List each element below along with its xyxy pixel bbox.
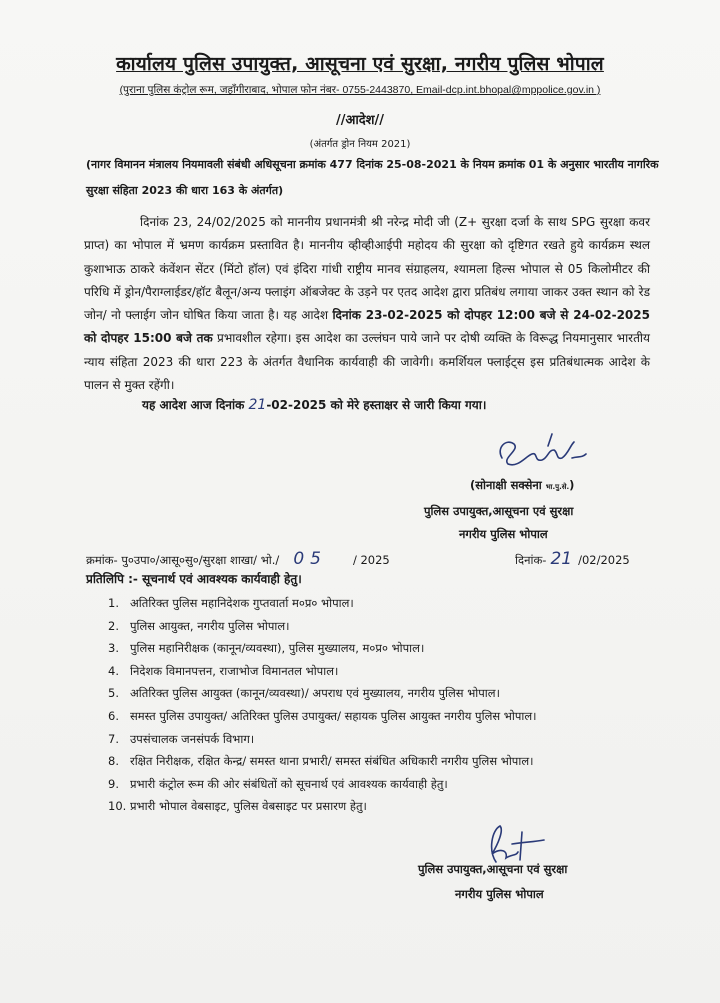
list-item-text: रक्षित निरीक्षक, रक्षित केन्द्र/ समस्त थाना प्रभारी/ समस्त संबंधित अधिकारी नगरीय पुलिस भोपाल। <box>130 754 534 769</box>
list-item-text: पुलिस आयुक्त, नगरीय पुलिस भोपाल। <box>130 618 290 633</box>
order-body-bold-dates: दिनांक 23-02-2025 को दोपहर 12:00 बजे से 24-02-2025 को दोपहर 15:00 बजे तक <box>84 308 650 346</box>
office-title: कार्यालय पुलिस उपायुक्त, आसूचना एवं सुरक्षा, नगरीय पुलिस भोपाल <box>116 53 604 75</box>
dispatch-number <box>86 549 390 569</box>
office-address: (पुराना पुलिस कंट्रोल रूम, जहाँगीराबाद, भोपाल फोन नंबर- 0755-2443870, Email-dcp.int.bhopal@mppolice.gov.in ) <box>119 84 601 96</box>
list-item-number: 2. <box>108 618 119 633</box>
list-item <box>108 750 537 773</box>
order-body <box>84 211 650 397</box>
copy-list <box>108 592 537 818</box>
signature-1 <box>488 428 588 478</box>
list-item <box>108 773 537 796</box>
list-item <box>108 615 537 638</box>
dispatch-date-label: दिनांक- <box>515 553 547 567</box>
list-item-text: प्रभारी भोपाल वेबसाइट, पुलिस वेबसाइट पर प्रसारण हेतु। <box>130 799 367 814</box>
order-body-part-2: प्रभावशील रहेगा। इस आदेश का उल्लंघन पाये जाने पर दोषी व्यक्ति के विरूद्ध नियमानुसार भारतीय न्याय संहिता 2023 की धारा 223 के अंतर्गत वैधानिक कार्यवाही की जावेगी। कमर्शियल फ्लाईट्स इस प्रतिबंधात्मक आदेश के पालन से मुक्त रहेंगी। <box>84 331 650 393</box>
list-item <box>108 682 537 705</box>
issued-suffix: -02-2025 को मेरे हस्ताक्षर से जारी किया गया। <box>266 398 487 412</box>
signer-name-close: ) <box>569 478 575 492</box>
list-item-number: 9. <box>108 776 119 791</box>
order-body-part-1: दिनांक 23, 24/02/2025 को माननीय प्रधानमंत्री श्री नरेन्द्र मोदी जी (Z+ सुरक्षा दर्जा के साथ SPG सुरक्षा कवर प्राप्त) का भोपाल में भ्रमण कार्यक्रम प्रस्तावित है। माननीय व्हीव्हीआईपी महोदय की सुरक्षा को दृष्टिगत रखते हुये कार्यक्रम स्थल कुशाभाऊ ठाकरे कंवेंशन सेंटर (मिंटो हॉल) एवं इंदिरा गांधी राष्ट्रीय मानव संग्राहलय, श्यामला हिल्स भोपाल से 05 किलोमीटर की परिधि में ड्रोन/पैराग्लाईडर/हॉट बैलून/अन्य फ्लाइंग ऑबजेक्ट के उड़ने पर एतद आदेश द्वारा प्रतिबंध लगाया जाकर उक्त स्थान को रेड जोन/ नो फ्लाईग जोन घोषित किया जाता है। यह आदेश <box>84 215 650 323</box>
list-item-text: अतिरिक्त पुलिस महानिदेशक गुप्तवार्ता म०प्र० भोपाल। <box>130 596 354 610</box>
list-item-text: उपसंचालक जनसंपर्क विभाग। <box>130 731 255 746</box>
list-item <box>108 728 537 751</box>
issued-prefix: यह आदेश आज दिनांक <box>142 398 245 412</box>
signer-unit: नगरीय पुलिस भोपाल <box>459 527 548 541</box>
copy-heading: प्रतिलिपि :- सूचनार्थ एवं आवश्यक कार्यवाही हेतु। <box>86 572 302 586</box>
list-item-number: 5. <box>108 686 119 701</box>
signer-name-text: (सोनाक्षी सक्सेना <box>470 478 542 492</box>
dispatch-date-rest: /02/2025 <box>578 553 630 567</box>
list-item <box>108 705 537 728</box>
list-item-text: पुलिस महानिरीक्षक (कानून/व्यवस्था), पुलिस मुख्यालय, म०प्र० भोपाल। <box>130 641 425 656</box>
order-reference: (नागर विमानन मंत्रालय नियमावली संबंधी अधिसूचना क्रमांक 477 दिनांक 25-08-2021 के नियम क्रमांक 01 के अनुसार भारतीय नागरिक सुरक्षा संहिता 2023 की धारा 163 के अंतर्गत) <box>86 158 659 197</box>
list-item <box>108 637 537 660</box>
signer-name <box>470 478 574 493</box>
order-rule-note: (अंतर्गत ड्रोन नियम 2021) <box>309 139 411 150</box>
signer2-designation: पुलिस उपायुक्त,आसूचना एवं सुरक्षा <box>418 862 568 876</box>
dispatch-number-label: क्रमांक- पु०उपा०/आसू०सु०/सुरक्षा शाखा/ भो./ <box>86 553 280 567</box>
list-item-number: 8. <box>108 754 119 769</box>
list-item-text: निदेशक विमानपत्तन, राजाभोज विमानतल भोपाल। <box>130 663 339 678</box>
list-item-text: प्रभारी कंट्रोल रूम की ओर संबंधितों को सूचनार्थ एवं आवश्यक कार्यवाही हेतु। <box>130 776 448 791</box>
dispatch-year: / 2025 <box>352 553 390 567</box>
list-item-number: 3. <box>108 641 119 656</box>
list-item-number: 7. <box>108 731 119 746</box>
dispatch-date <box>515 549 630 569</box>
issued-day-handwritten: 21 <box>248 397 267 413</box>
order-title: //आदेश// <box>335 113 385 128</box>
list-item-text: अतिरिक्त पुलिस आयुक्त (कानून/व्यवस्था)/ अपराध एवं मुख्यालय, नगरीय पुलिस भोपाल। <box>130 686 500 701</box>
list-item-number: 4. <box>108 663 119 678</box>
signer-designation: पुलिस उपायुक्त,आसूचना एवं सुरक्षा <box>424 504 574 518</box>
list-item-number: 10. <box>108 799 127 814</box>
list-item-text: समस्त पुलिस उपायुक्त/ अतिरिक्त पुलिस उपायुक्त/ सहायक पुलिस आयुक्त नगरीय पुलिस भोपाल। <box>130 708 537 723</box>
dispatch-number-handwritten: 05 <box>293 549 327 569</box>
list-item <box>108 795 537 818</box>
list-item <box>108 592 537 615</box>
list-item <box>108 660 537 683</box>
list-item-number: 6. <box>108 708 119 723</box>
list-item-number: 1. <box>108 596 119 610</box>
signer2-unit: नगरीय पुलिस भोपाल <box>455 887 544 901</box>
signer-service: भा.पु.से. <box>545 483 570 491</box>
order-issued-line <box>142 396 486 413</box>
dispatch-date-handwritten: 21 <box>550 549 573 569</box>
